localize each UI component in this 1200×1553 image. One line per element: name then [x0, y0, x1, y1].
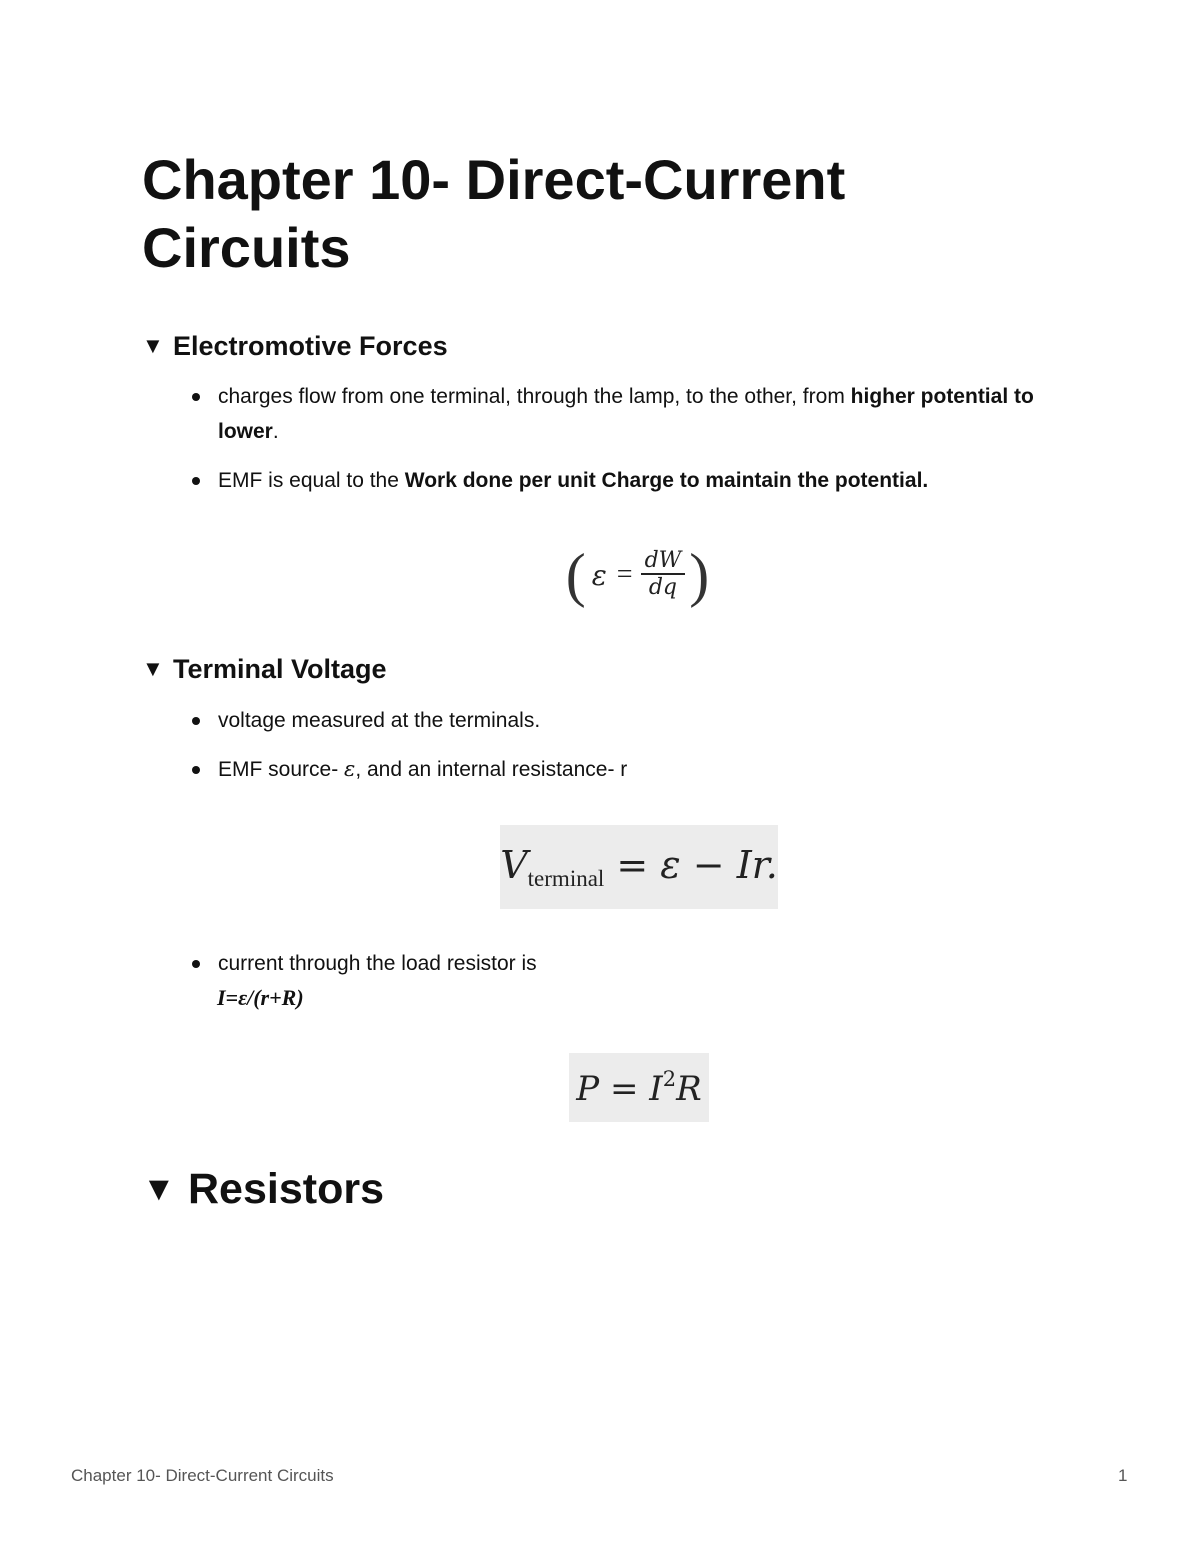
page-number: 1 [1118, 1466, 1128, 1485]
bullet-icon [192, 717, 200, 725]
bullet-icon [192, 477, 200, 485]
load-current-bullet-list [190, 946, 1050, 981]
section-heading: Electromotive Forces [173, 331, 448, 361]
load-current-formula: I=ε/(r+R) [217, 985, 304, 1010]
fraction: $\frac{dW}{dq}$ [641, 549, 686, 601]
toggle-heading-terminal-voltage[interactable] [142, 652, 387, 686]
bullet-icon [192, 766, 200, 774]
page-title [142, 146, 1042, 282]
toggle-heading-resistors[interactable] [142, 1163, 384, 1215]
power-equation: $P = I^2R$ [569, 1053, 709, 1122]
section-heading: Resistors [188, 1165, 384, 1213]
terminal-bullet-list [190, 703, 1050, 787]
bullet-icon [192, 960, 200, 968]
list-item: voltage measured at the terminals. [190, 703, 1050, 738]
section-heading: Terminal Voltage [173, 654, 387, 684]
footer-title: Chapter 10- Direct-Current Circuits [71, 1466, 334, 1485]
list-item: EMF is equal to the Work done per unit Charge to maintain the potential. [190, 463, 1050, 498]
list-item: charges flow from one terminal, through the lamp, to the other, from higher potential to lower. [190, 379, 1050, 449]
toggle-triangle-icon[interactable]: ▼ [142, 333, 164, 358]
list-item: current through the load resistor is [190, 946, 1050, 981]
title-line-2: Circuits [142, 216, 351, 279]
toggle-heading-electromotive-forces[interactable] [142, 329, 448, 363]
terminal-voltage-equation: $V_{terminal} = \varepsilon - Ir$. [500, 825, 778, 909]
list-item: EMF source- ε, and an internal resistance- r [190, 752, 1050, 787]
bullet-icon [192, 393, 200, 401]
emf-equation: ( ε = $\frac{dW}{dq}$ ) [565, 541, 710, 608]
toggle-triangle-icon[interactable]: ▼ [142, 1170, 176, 1208]
toggle-triangle-icon[interactable]: ▼ [142, 656, 164, 681]
emf-bullet-list [190, 379, 1050, 498]
title-line-1: Chapter 10- Direct-Current [142, 148, 846, 211]
